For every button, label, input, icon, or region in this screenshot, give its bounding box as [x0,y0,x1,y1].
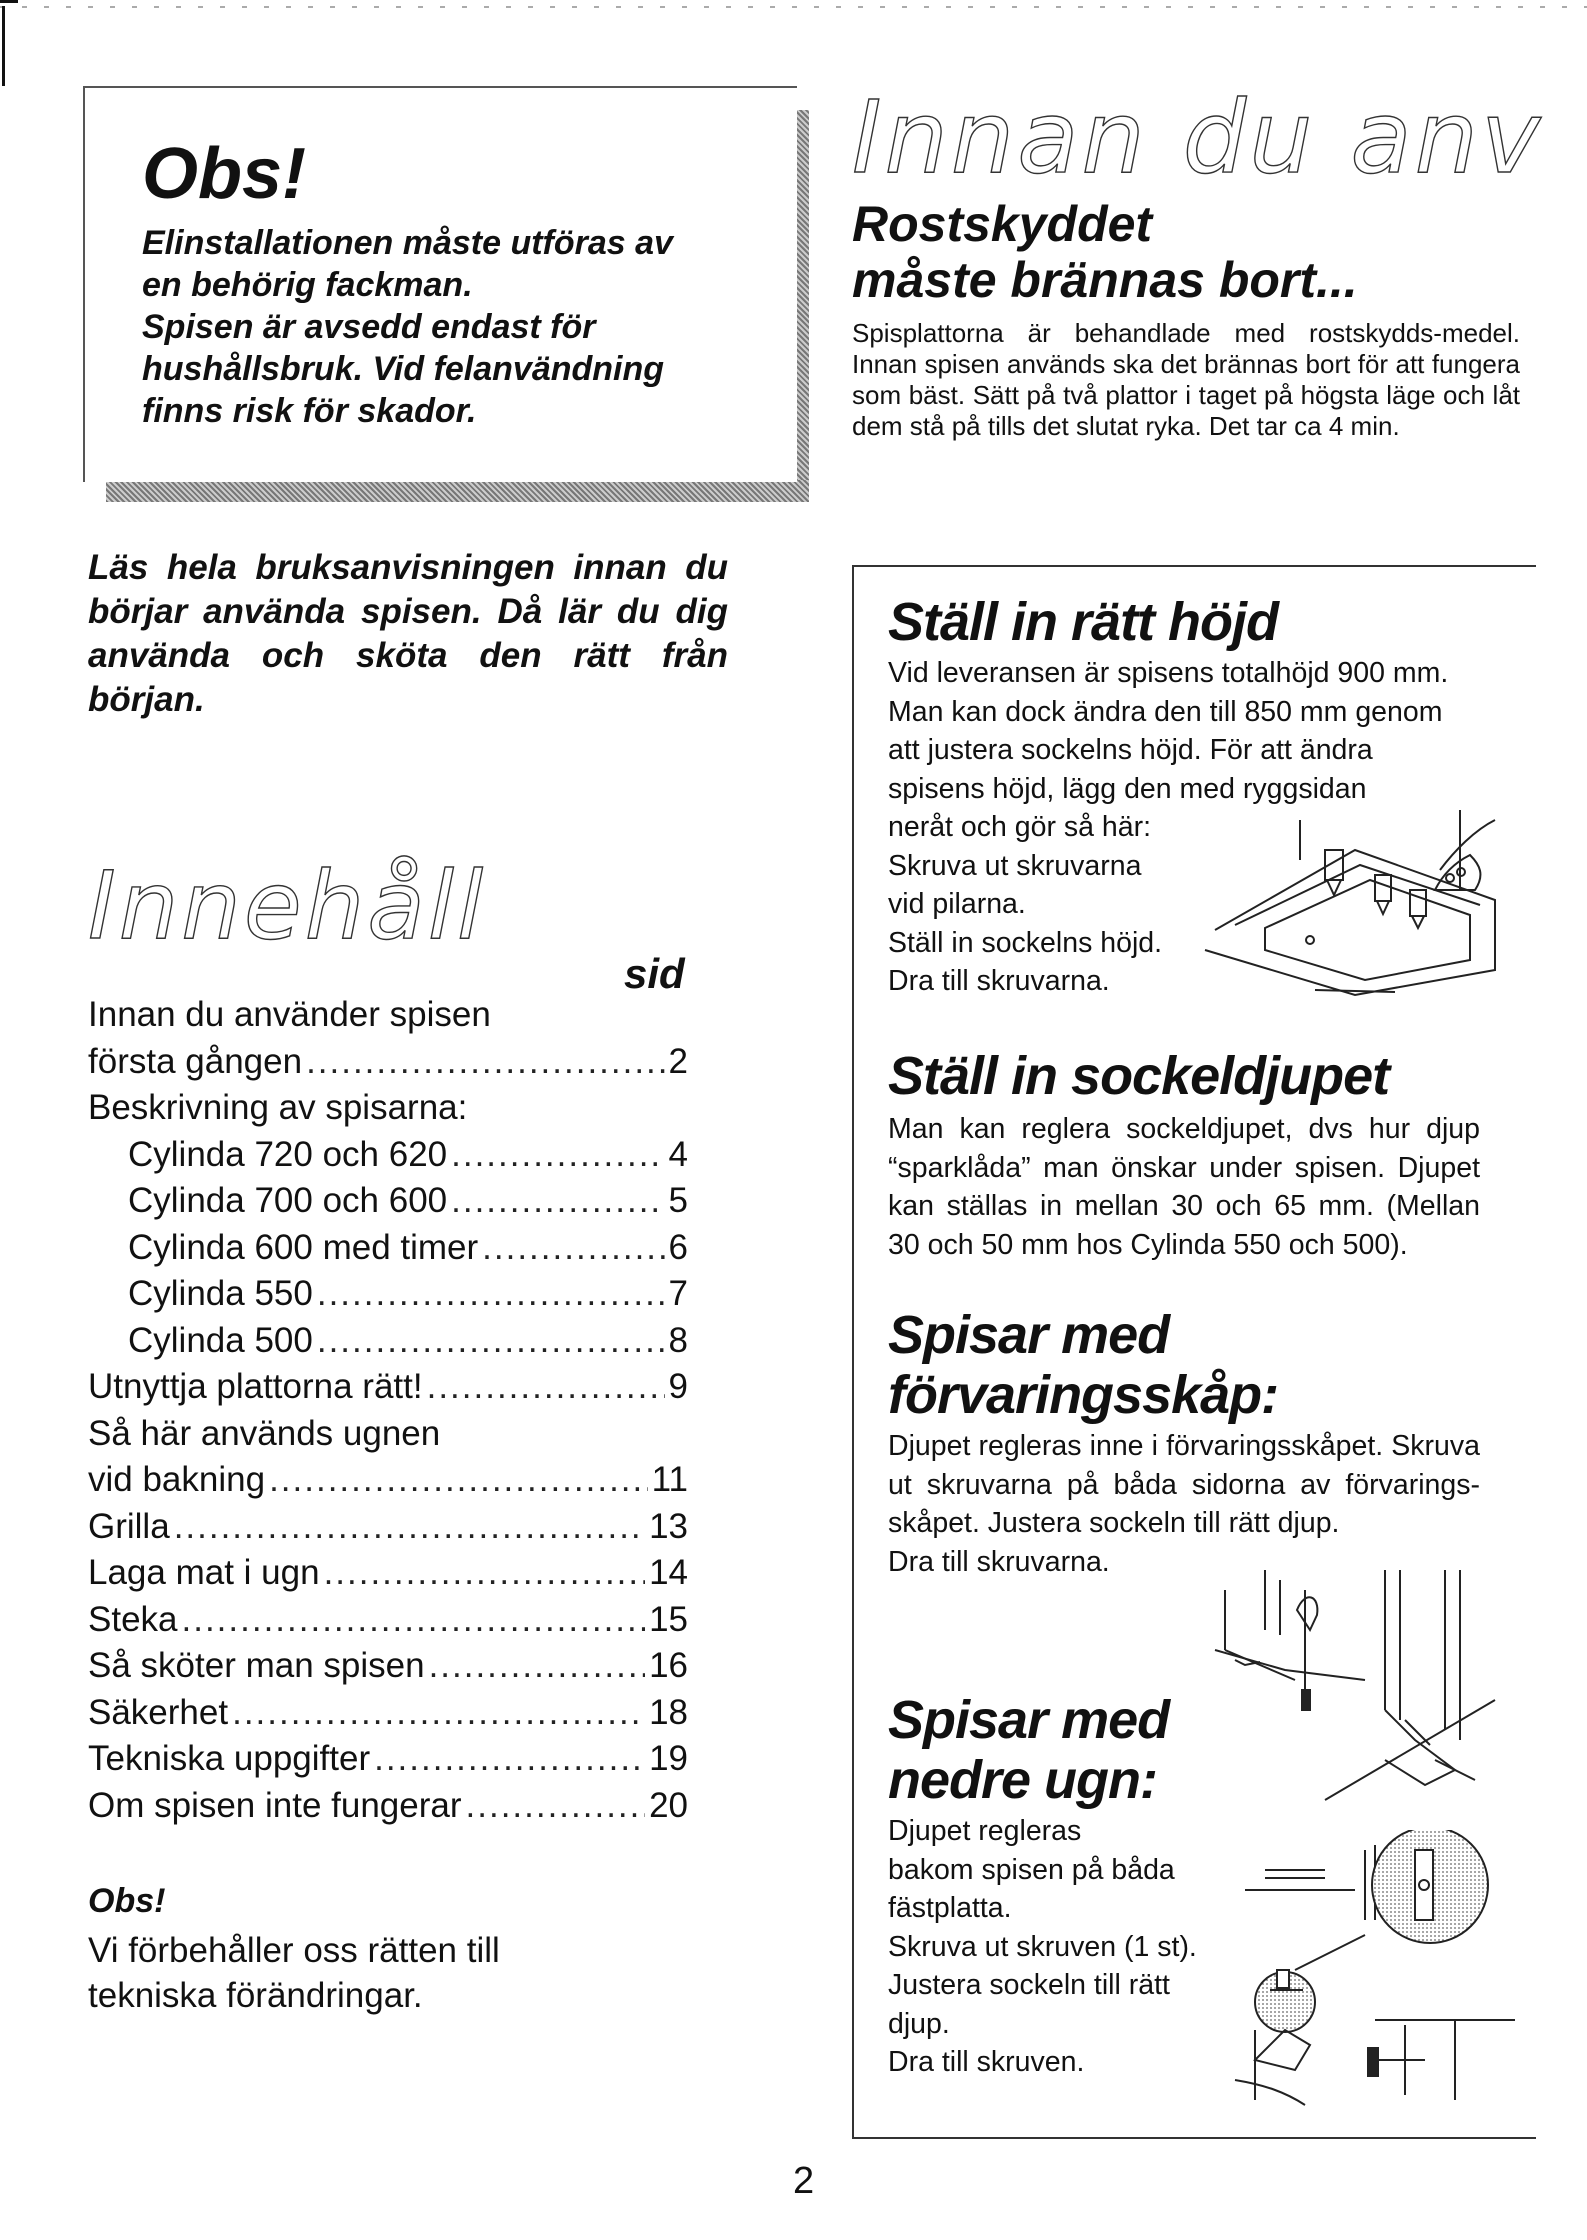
rostskydd-title [852,196,1552,308]
table-of-contents [88,992,688,1829]
obs-box-shadow-bottom [106,480,809,502]
toc-leader-dots [451,1178,664,1225]
toc-leader-dots [182,1597,646,1644]
toc-leader-dots [306,1039,664,1086]
scan-edge-mark [2,6,5,86]
storage-last-line: Dra till skruvarna. [888,1545,1110,1578]
toc-entry [88,1550,688,1597]
toc-entry-page: 8 [668,1320,688,1360]
toc-leader-dots [269,1457,648,1504]
scan-dash-line [0,6,1587,8]
toc-entry-page: 5 [668,1181,688,1220]
toc-entry-page: 6 [668,1227,688,1267]
obs-note-title: Obs! [88,1882,166,1920]
toc-entry-label: första gången [88,1041,303,1081]
toc-entry-page: 2 [668,1041,688,1081]
lower-oven-section-title [888,1690,1169,1810]
toc-entry-label: Grilla [88,1506,170,1546]
obs-line: en behörig fackman. [142,266,473,304]
contents-heading: Innehåll [88,852,487,961]
lower-oven-title-line: nedre ugn: [888,1750,1157,1810]
toc-leader-dots [466,1783,646,1830]
storage-title-line: förvaringsskåp: [888,1365,1279,1425]
toc-entry-page: 16 [649,1646,688,1685]
toc-entry [88,1504,688,1551]
toc-entry [88,1085,688,1132]
toc-entry-page: 4 [668,1134,688,1174]
height-line: Vid leveransen är spisens totalhöjd 900 mm. [888,657,1449,689]
toc-entry-label: Cylinda 700 och 600 [128,1181,448,1220]
toc-entry-page: 9 [668,1367,688,1406]
toc-entry-page: 14 [649,1553,688,1592]
toc-entry-page: 15 [649,1599,688,1639]
toc-entry-label: Så här används ugnen [88,1413,441,1453]
toc-entry-page: 20 [649,1785,688,1825]
toc-entry [88,1039,688,1086]
obs-line: Spisen är avsedd endast för [142,308,596,346]
toc-entry-label: Cylinda 550 [128,1274,313,1313]
lower-oven-line: Dra till skruven. [888,2046,1085,2078]
lower-oven-line: djup. [888,2007,950,2040]
obs-warning-text [142,222,772,432]
toc-entry-label: Laga mat i ugn [88,1553,320,1592]
toc-entry-label: Om spisen inte fungerar [88,1785,462,1825]
lower-oven-line: bakom spisen på båda [888,1853,1175,1886]
toc-leader-dots [317,1318,665,1365]
toc-entry-label: Utnyttja plattorna rätt! [88,1367,423,1406]
obs-note-line: Vi förbehåller oss rätten till [88,1931,500,1970]
height-line: att justera sockelns höjd. För att ändra [888,734,1373,766]
toc-entry-label: Tekniska uppgifter [88,1739,371,1778]
toc-entry-label: Steka [88,1599,178,1639]
toc-entry [88,992,688,1039]
toc-entry [88,1411,688,1458]
toc-leader-dots [324,1550,646,1597]
obs-title: Obs! [142,134,307,214]
depth-section-text: Man kan reglera sockeldjupet, dvs hur djup “sparklåda” man önskar under spisen. Djupet kan ställas in mellan 30 och 65 mm. (Mellan 30 och 50 mm hos Cylinda 550 och 500). [888,1113,1480,1261]
toc-entry-page: 11 [651,1460,688,1499]
storage-section-title [888,1305,1278,1425]
toc-entry-page: 13 [649,1506,688,1546]
height-line: neråt och gör så här: [888,811,1151,843]
toc-entry-label: Cylinda 600 med timer [128,1227,479,1267]
height-section-title: Ställ in rätt höjd [888,592,1279,652]
toc-entry [88,1178,688,1225]
obs-note-line: tekniska förändringar. [88,1976,423,2015]
toc-leader-dots [317,1271,665,1318]
toc-entry [88,1736,688,1783]
toc-leader-dots [174,1504,645,1551]
toc-leader-dots [374,1736,645,1783]
height-line: Dra till skruvarna. [888,965,1110,997]
storage-title-line: Spisar med [888,1305,1170,1365]
toc-entry [88,1643,688,1690]
toc-entry [88,1318,688,1365]
read-manual-note: Läs hela bruksanvisningen innan du börjar använda spisen. Då lär du dig använda och sköta den rätt från början. [88,548,728,719]
lower-oven-line: Justera sockeln till rätt [888,1969,1170,2001]
toc-entry-label: Beskrivning av spisarna: [88,1088,468,1127]
height-line: Skruva ut skruvarna [888,849,1142,882]
obs-line: Elinstallationen måste utföras av [142,224,673,262]
toc-entry-label: Cylinda 500 [128,1320,313,1360]
height-line: vid pilarna. [888,888,1026,920]
toc-entry-page: 7 [668,1274,688,1313]
lower-oven-illustration [1225,1830,1525,2110]
toc-entry-label: Så sköter man spisen [88,1646,425,1685]
obs-line: finns risk för skador. [142,392,477,430]
lower-oven-section-text [888,1812,1268,2082]
page-number: 2 [793,2160,815,2202]
innan-heading: Innan du anv [852,88,1544,188]
toc-entry [88,1364,688,1411]
toc-entry [88,1783,688,1830]
lower-oven-line: fästplatta. [888,1892,1012,1924]
toc-leader-dots [482,1225,664,1272]
lower-oven-line: Skruva ut skruven (1 st). [888,1930,1197,1963]
rostskydd-title-line: måste brännas bort... [852,252,1358,308]
rostskydd-title-line: Rostskyddet [852,196,1153,252]
toc-leader-dots [427,1364,665,1411]
toc-leader-dots [429,1643,646,1690]
toc-entry-label: Innan du använder spisen [88,995,491,1034]
toc-entry [88,1271,688,1318]
storage-section-text [888,1427,1480,1581]
toc-entry [88,1690,688,1737]
toc-entry-label: vid bakning [88,1460,266,1499]
lower-oven-line: Djupet regleras [888,1815,1082,1847]
depth-section-title: Ställ in sockeldjupet [888,1046,1390,1106]
toc-leader-dots [232,1690,645,1737]
obs-box-shadow-right [795,110,809,502]
lower-oven-title-line: Spisar med [888,1690,1170,1750]
obs-note-text [88,1928,648,2018]
height-line: spisens höjd, lägg den med ryggsidan [888,772,1367,805]
height-line: Ställ in sockelns höjd. [888,926,1163,959]
toc-entry [88,1457,688,1504]
toc-entry-label: Cylinda 720 och 620 [128,1134,448,1174]
storage-paragraph: Djupet regleras inne i förvaringsskåpet. Skruva ut skruvarna på båda sidorna av förvarings-skåpet. Justera sockeln till rätt djup. [888,1430,1480,1539]
toc-entry-label: Säkerhet [88,1692,229,1732]
toc-entry [88,1225,688,1272]
toc-entry-page: 19 [649,1739,688,1778]
obs-line: hushållsbruk. Vid felanvändning [142,350,665,388]
toc-entry [88,1597,688,1644]
plinth-height-illustration [1195,810,1535,1010]
toc-leader-dots [451,1132,664,1179]
page-column-label: sid [624,950,685,997]
toc-entry-page: 18 [649,1692,688,1732]
toc-entry [88,1132,688,1179]
storage-plinth-illustration [1205,1570,1505,1820]
height-line: Man kan dock ändra den till 850 mm genom [888,695,1443,728]
rostskydd-text: Spisplattorna är behandlade med rostskydds-medel. Innan spisen används ska det brännas bort för att fungera som bäst. Sätt på två plattor i taget på högsta läge och låt dem stå på tills det slutat ryka. Det tar ca 4 min. [852,318,1520,441]
